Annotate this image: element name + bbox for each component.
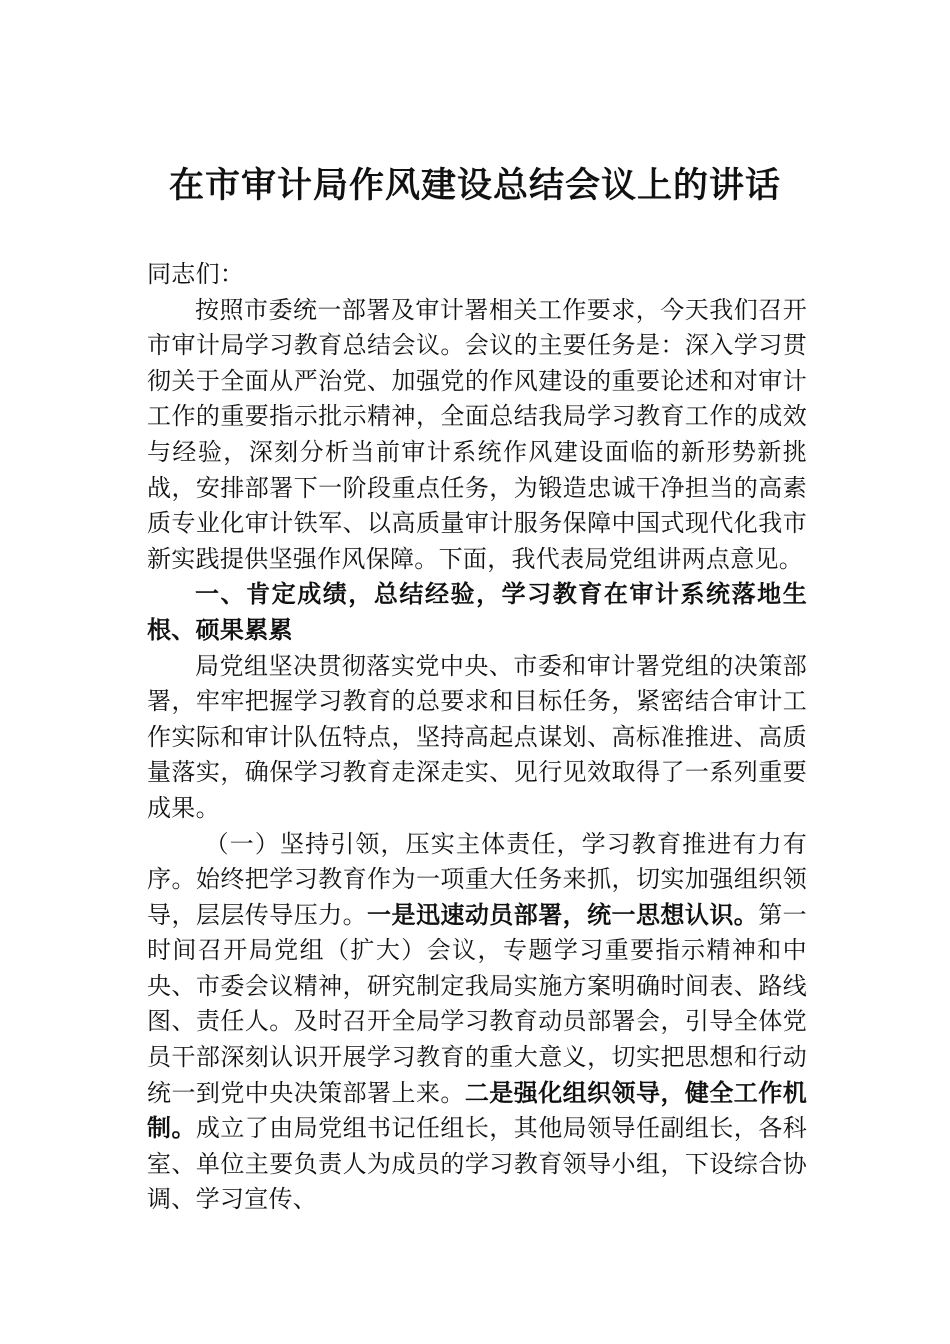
salutation: 同志们： — [147, 260, 245, 288]
section-1-intro-paragraph: 局党组坚决贯彻落实党中央、市委和审计署党组的决策部署，牢牢把握学习教育的总要求和目标任务，紧密结合审计工作实际和审计队伍特点，坚持高起点谋划、高标准推进、高质量落实，确保学习教育走深走实、见行见效取得了一系列重要成果。 — [147, 651, 807, 822]
document-title: 在市审计局作风建设总结会议上的讲话 — [168, 166, 781, 206]
point-1-title: 一是迅速动员部署，统一思想认识。 — [367, 900, 759, 929]
intro-paragraph: 按照市委统一部署及审计署相关工作要求，今天我们召开市审计局学习教育总结会议。会议的主要任务是：深入学习贯彻关于全面从严治党、加强党的作风建设的重要论述和对审计工作的重要指示批示精神，全面总结我局学习教育工作的成效与经验，深刻分析当前审计系统作风建设面临的新形势新挑战，安排部署下一阶段重点任务，为锻造忠诚干净担当的高素质专业化审计铁军、以高质量审计服务保障中国式现代化我市新实践提供坚强作风保障。下面，我代表局党组讲两点意见。 — [147, 295, 807, 573]
subsection-1-lead-text: （一）坚持引领，压实主体责任，学习教育推进有力有序。始终把学习教育作为一项重大任务来抓，切实加强组织领导，层层传导压力。 — [147, 829, 807, 929]
document-body — [147, 257, 807, 1218]
point-2-title: 二是强化组织领导，健全工作机制。 — [147, 1078, 808, 1143]
subsection-1-paragraph — [147, 827, 807, 1219]
section-heading-1: 一、肯定成绩，总结经验，学习教育在审计系统落地生根、硕果累累 — [147, 580, 807, 644]
point-1-body: 第一时间召开局党组（扩大）会议，专题学习重要指示精神和中央、市委会议精神，研究制定我局实施方案明确时间表、路线图、责任人。及时召开全局学习教育动员部署会，引导全体党员干部深刻认识开展学习教育的重大意义，切实把思想和行动统一到党中央决策部署上来。 — [147, 900, 807, 1107]
point-2-body: 成立了由局党组书记任组长，其他局领导任副组长，各科室、单位主要负责人为成员的学习教育领导小组，下设综合协调、学习宣传、 — [147, 1114, 807, 1214]
